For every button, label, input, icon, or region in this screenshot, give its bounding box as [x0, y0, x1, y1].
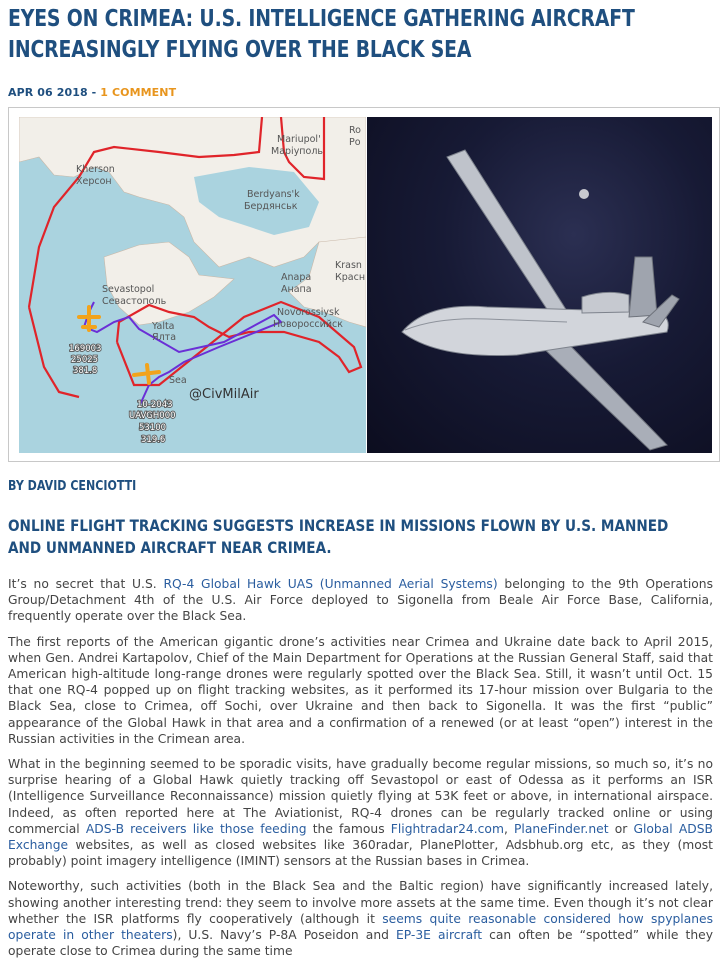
photo-svg	[367, 117, 712, 453]
paragraph-1-text-a: It’s no secret that U.S.	[8, 577, 164, 591]
paragraph-2: The first reports of the American gigantic drone’s activities near Crimea and Ukraine date back to April 2015, when Gen. Andrei Kartapolov, Chief of the Main Department for Operations at the Russian General Staff, said that American high-altitude long-range drones were regularly spotted over the Black Sea. Still, it wasn’t until Oct. 15 that one RQ-4 popped up on flight tracking websites, as it performed its 17-hour mission over Bulgaria to the Black Sea, close to Crimea, off Sochi, over Ukraine and then back to Sigonella. It was the first “public” appearance of the Global Hawk in that area and a confirmation of a renewed (or at least “open”) interest in the Russian activities in the Crimean area.	[8, 634, 713, 746]
label-krasn-ru: Красн	[335, 272, 366, 283]
aircraft-tag-2-line2: UAVGH000	[129, 411, 176, 421]
link-planefinder[interactable]: PlaneFinder.net	[514, 821, 609, 836]
label-anapa: Anapa	[281, 272, 312, 283]
article-title: EYES ON CRIMEA: U.S. INTELLIGENCE GATHERING AIRCRAFT INCREASINGLY FLYING OVER THE BLACK SEA	[8, 6, 635, 63]
paragraph-3-text-a: What in the beginning seemed to be sporadic visits, have gradually become regular missions, so much so, it’s no surprise hearing of a Global Hawk quietly tracking off Sevastopol or east of Odessa as it performs an ISR (Intelligence Surveillance Reconnaissance) mission quietly flying at 53K feet or above, in international airspace. Indeed, as often reported here at The Aviationist, RQ-4 drones can be regularly tracked online or using commercial	[8, 757, 713, 836]
link-rq4-global-hawk[interactable]: RQ-4 Global Hawk UAS (Unmanned Aerial Systems)	[163, 577, 498, 591]
paragraph-4-text-c: can often be “spotted” while they operate close to Crimea during the same time	[8, 928, 713, 959]
featured-image	[8, 107, 720, 462]
paragraph-3-text-d: or	[608, 821, 634, 836]
comments-link[interactable]: 1 COMMENT	[100, 86, 177, 99]
map-watermark: @CivMilAir	[189, 387, 259, 402]
aircraft-tag-2-line1: 10-2043	[137, 400, 173, 410]
label-krasn: Krasn	[335, 260, 362, 271]
link-flightradar24[interactable]: Flightradar24.com	[390, 821, 504, 836]
drone-illustration	[402, 150, 679, 450]
paragraph-4	[8, 878, 713, 959]
label-mariupol-ru: Маріуполь	[271, 146, 324, 157]
label-berdyansk: Berdyans'k	[247, 189, 300, 200]
label-sea: Sea	[169, 375, 187, 386]
aircraft-tag-1-line3: 381.8	[73, 366, 98, 376]
map-svg	[19, 117, 366, 453]
label-ro-ru: Ро	[349, 137, 361, 148]
aircraft-tag-2-line4: 319.6	[141, 435, 166, 445]
label-yalta-ru: Ялта	[152, 332, 177, 343]
paragraph-3-text-b: the famous	[306, 821, 391, 836]
label-berdyansk-ru: Бердянськ	[244, 201, 298, 212]
aircraft-tag-2-line3: 53100	[139, 423, 167, 433]
article-body	[8, 576, 713, 968]
label-kherson: Kherson	[76, 164, 115, 175]
label-sevastopol: Sevastopol	[102, 284, 155, 295]
flight-tracking-map	[19, 117, 366, 453]
post-date: APR 06 2018	[8, 86, 88, 99]
aircraft-icon-169003[interactable]	[79, 307, 99, 330]
label-novorossiysk: Novorossiysk	[277, 307, 340, 318]
paragraph-1-text-b: belonging to the 9th Operations Group/Detachment 4th of the U.S. Air Force deployed to Sigonella from Beale Air Force Base, California, frequently operate over the Black Sea.	[8, 577, 713, 624]
article-subtitle: ONLINE FLIGHT TRACKING SUGGESTS INCREASE IN MISSIONS FLOWN BY U.S. MANNED AND UNMANNED AIRCRAFT NEAR CRIMEA.	[8, 516, 669, 557]
label-yalta: Yalta	[152, 321, 175, 332]
label-anapa-ru: Анапа	[281, 284, 312, 295]
link-spyplanes-other-theaters[interactable]: seems quite reasonable considered how spyplanes operate in other theaters	[8, 911, 714, 943]
link-adsb-receivers[interactable]: ADS-B receivers like those feeding	[85, 821, 307, 836]
paragraph-3-text-e: websites, as well as closed websites like 360radar, PlanePlotter, Adsbhub.org etc, as they (most probably) point imagery intelligence (IMINT) sensors at the Russian bases in Crimea.	[8, 838, 713, 869]
label-sevastopol-ru: Севастополь	[102, 296, 167, 307]
paragraph-1	[8, 576, 713, 625]
label-mariupol: Mariupol'	[277, 134, 321, 145]
meta-separator: -	[91, 86, 97, 99]
author-byline: BY DAVID CENCIOTTI	[8, 479, 137, 494]
label-novorossiysk-ru: Новороссийск	[273, 319, 343, 330]
label-ro: Ro	[349, 125, 361, 136]
paragraph-4-text-b: ), U.S. Navy’s P-8A Poseidon and	[172, 928, 396, 943]
global-hawk-photo	[367, 117, 712, 453]
link-ep3e-aircraft[interactable]: EP-3E aircraft	[396, 928, 483, 943]
aircraft-tag-1-line2: 25025	[71, 355, 99, 365]
paragraph-3-text-c: ,	[503, 821, 515, 836]
link-global-adsb-exchange[interactable]: Global ADSB Exchange	[8, 821, 713, 853]
aircraft-tag-1-line1: 169003	[69, 344, 102, 354]
paragraph-3	[8, 756, 713, 869]
paragraph-4-text-a: Noteworthy, such activities (both in the Black Sea and the Baltic region) have significantly increased lately, showing another interesting trend: they seem to involve more assets at the same time. Even though it’s not clear whether the ISR platforms fly cooperatively (although it	[8, 879, 713, 926]
post-meta	[8, 86, 176, 99]
label-kherson-ru: Херсон	[76, 176, 112, 187]
moon-icon	[579, 189, 589, 199]
